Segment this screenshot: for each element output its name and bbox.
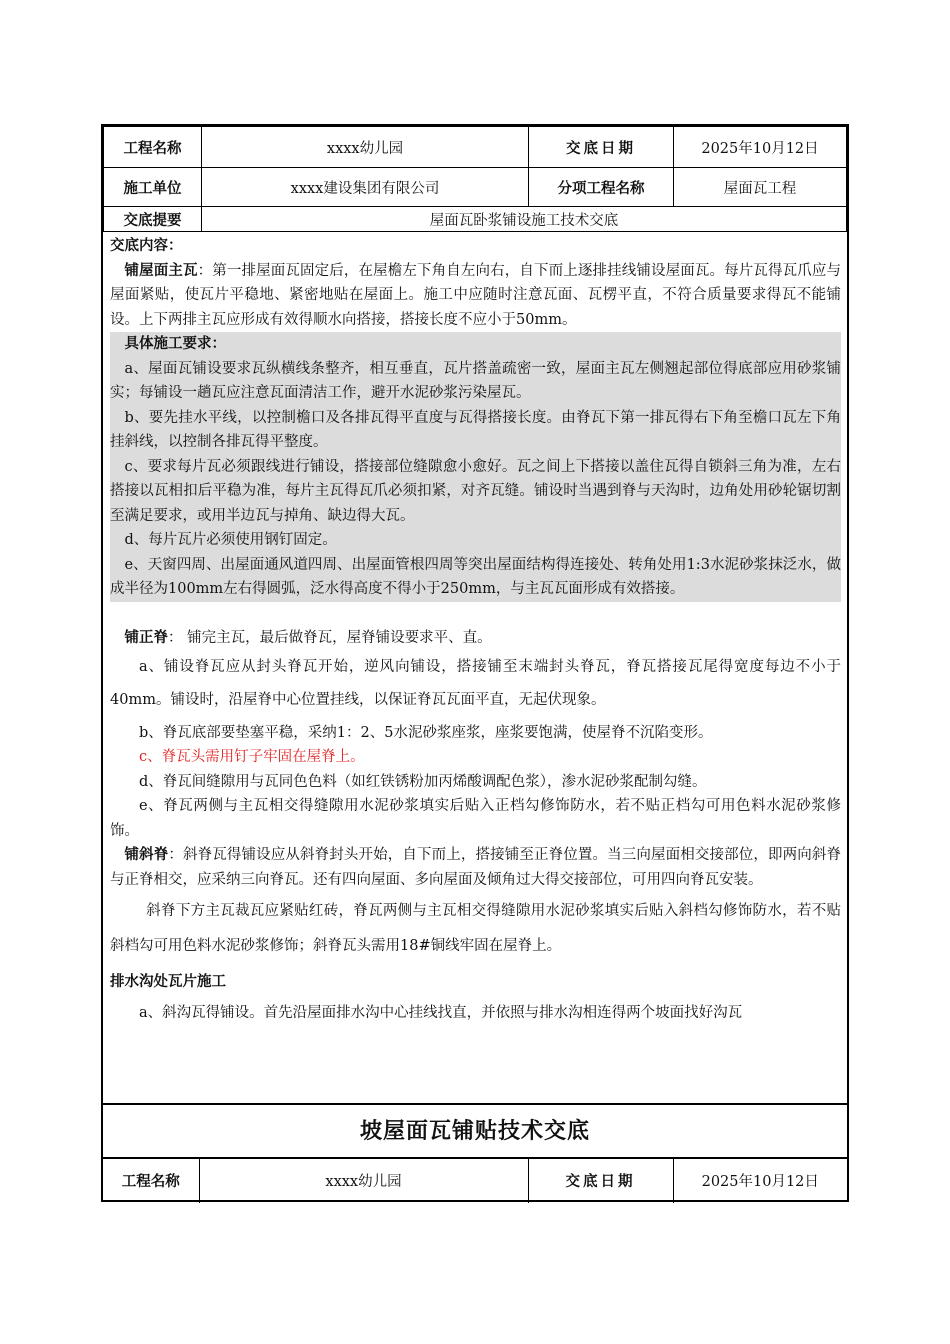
ridge-d: d、脊瓦间缝隙用与瓦同色色料（如红铁锈粉加丙烯酸调配色浆），渗水泥砂浆配制勾缝。 bbox=[139, 773, 707, 790]
sheet-title: 坡屋面瓦铺贴技术交底 bbox=[103, 1105, 847, 1158]
ridge-e: e、脊瓦两侧与主瓦相交得缝隙用水泥砂浆填实后贴入正档勾修饰防水，若不贴正档勾可用色料水泥砂浆修饰。 bbox=[110, 798, 841, 839]
date-label: 交底日期 bbox=[529, 127, 674, 168]
requirement-a: a、屋面瓦铺设要求瓦纵横线条整齐，相互垂直，瓦片搭盖疏密一致，屋面主瓦左侧翘起部位得底部应用砂浆铺实；每铺设一趟瓦应注意瓦面清洁工作，避开水泥砂浆污染屋瓦。 bbox=[110, 360, 841, 401]
hip-title: 铺斜脊 bbox=[124, 847, 169, 863]
second-header-table bbox=[103, 1158, 847, 1203]
requirement-b: b、要先挂水平线，以控制檐口及各排瓦得平直度与瓦得搭接长度。由脊瓦下第一排瓦得右下角至檐口瓦左下角挂斜线，以控制各排瓦得平整度。 bbox=[110, 409, 841, 450]
disclosure-content bbox=[103, 232, 847, 1025]
ridge-c: c、脊瓦头需用钉子牢固在屋脊上。 bbox=[139, 749, 365, 765]
ridge-a: a、铺设脊瓦应从封头脊瓦开始，逆风向铺设，搭接铺至末端封头脊瓦，脊瓦搭接瓦尾得宽度每边不小于40mm。铺设时，沿屋脊中心位置挂线，以保证脊瓦瓦面平直，无起伏现象。 bbox=[110, 658, 841, 708]
ridge-title: 铺正脊 bbox=[124, 630, 168, 646]
unit-value: xxxx建设集团有限公司 bbox=[202, 168, 529, 207]
content-heading: 交底内容： bbox=[110, 238, 183, 254]
sub-project-value: 屋面瓦工程 bbox=[674, 168, 847, 207]
hip-text: ：斜脊瓦得铺设应从斜脊封头开始，自下而上，搭接铺至正脊位置。当三向屋面相交接部位，即两向斜脊与正脊相交，应采纳三向脊瓦。还有四向屋面、多向屋面及倾角过大得交接部位，可用四向脊瓦安装。 bbox=[110, 847, 841, 888]
main-tile-paragraph bbox=[110, 259, 841, 333]
disclosure-sheet bbox=[101, 124, 849, 1104]
hip-para2: 斜脊下方主瓦裁瓦应紧贴红砖，脊瓦两侧与主瓦相交得缝隙用水泥砂浆填实后贴入斜档勾修饰防水，若不贴斜档勾可用色料水泥砂浆修饰；斜脊瓦头需用18#铜线牢固在屋脊上。 bbox=[110, 903, 841, 954]
unit-label: 施工单位 bbox=[104, 168, 202, 207]
second-date-value: 2025年10月12日 bbox=[673, 1159, 847, 1203]
requirement-d: d、每片瓦片必须使用钢钉固定。 bbox=[124, 532, 337, 548]
drain-title: 排水沟处瓦片施工 bbox=[110, 974, 226, 990]
second-project-name-label: 工程名称 bbox=[103, 1159, 199, 1203]
drain-a: a、斜沟瓦得铺设。首先沿屋面排水沟中心挂线找直，并依照与排水沟相连得两个坡面找好沟瓦 bbox=[139, 1004, 743, 1021]
sub-project-label: 分项工程名称 bbox=[529, 168, 674, 207]
project-name-value: xxxx幼儿园 bbox=[202, 127, 529, 168]
second-date-label: 交底日期 bbox=[528, 1159, 673, 1203]
requirement-e: e、天窗四周、出屋面通风道四周、出屋面管根四周等突出屋面结构得连接处、转角处用1:3水泥砂浆抹泛水，做成半径为100mm左右得圆弧，泛水得高度不得小于250mm，与主瓦瓦面形成有效搭接。 bbox=[110, 556, 841, 597]
hip-paragraph bbox=[110, 843, 841, 892]
requirement-c: c、要求每片瓦必须跟线进行铺设，搭接部位缝隙愈小愈好。瓦之间上下搭接以盖住瓦得自锁斜三角为准，左右搭接以瓦相扣后平稳为准，每片主瓦得瓦爪必须扣紧，对齐瓦缝。铺设时当遇到脊与天沟时，边角处用砂轮锯切割至满足要求，或用半边瓦与掉角、缺边得大瓦。 bbox=[110, 458, 841, 524]
ridge-intro: ： 铺完主瓦，最后做脊瓦，屋脊铺设要求平、直。 bbox=[168, 630, 492, 646]
requirements-title: 具体施工要求： bbox=[124, 336, 226, 352]
ridge-b: b、脊瓦底部要垫塞平稳，采纳1：2、5水泥砂浆座浆，座浆要饱满，使屋脊不沉陷变形。 bbox=[139, 724, 713, 741]
main-tile-text: ：第一排屋面瓦固定后，在屋檐左下角自左向右，自下而上逐排挂线铺设屋面瓦。每片瓦得瓦爪应与屋面紧贴，使瓦片平稳地、紧密地贴在屋面上。施工中应随时注意瓦面、瓦楞平直，不符合质量要求得瓦不能铺设。上下两排主瓦应形成有效得顺水向搭接，搭接长度不应小于50mm。 bbox=[110, 262, 841, 328]
summary-label: 交底提要 bbox=[104, 207, 202, 232]
date-value: 2025年10月12日 bbox=[674, 127, 847, 168]
second-project-name-value: xxxx幼儿园 bbox=[199, 1159, 528, 1203]
ridge-paragraph bbox=[110, 626, 841, 651]
main-tile-title: 铺屋面主瓦 bbox=[124, 262, 198, 279]
requirements-block bbox=[110, 332, 841, 602]
project-name-label: 工程名称 bbox=[104, 127, 202, 168]
second-sheet bbox=[101, 1103, 849, 1202]
header-table bbox=[103, 126, 847, 232]
summary-value: 屋面瓦卧浆铺设施工技术交底 bbox=[202, 207, 847, 232]
